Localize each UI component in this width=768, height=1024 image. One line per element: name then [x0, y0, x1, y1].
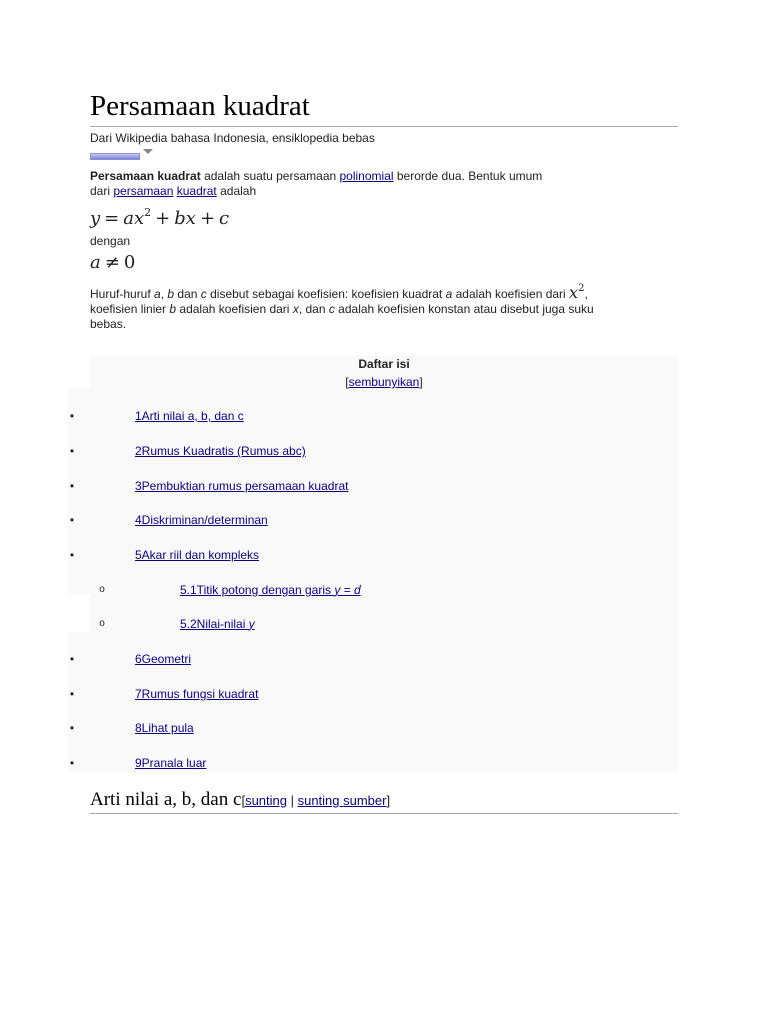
toc-toggle: [sembunyikan]	[345, 375, 423, 389]
coefficient-paragraph: Huruf-huruf a, b dan c disebut sebagai koefisien: koefisien kuadrat a adalah koefisien dari $x^2$, koefisien linier b adalah koefisien dari x, dan c adalah koefisien konstan atau disebut juga suku bebas.	[90, 283, 594, 331]
progress-bar	[90, 153, 140, 160]
dengan-text: dengan	[90, 234, 131, 248]
x-squared: $x^2$	[569, 283, 585, 302]
edit-source-link[interactable]: sunting sumber	[297, 793, 387, 808]
toc-hide-link[interactable]: sembunyikan	[348, 375, 420, 389]
section-edit-links: [sunting | sunting sumber]	[241, 793, 391, 808]
article-content	[90, 88, 678, 332]
bold-term: Persamaan kuadrat	[90, 169, 201, 183]
link-polinomial[interactable]: polinomial	[339, 169, 394, 183]
table-of-contents: Daftar isi [sembunyikan] • 1Arti nilai a, b, dan c • 2Rumus Kuadratis (Rumus abc) • 3Pembuktian rumus persamaan kuadrat • 4Diskriminan/determinan • 5Akar riil dan kompleks o 5.1Titik potong dengan garis y = d o 5.2Nilai-nilai y • 6Geometri • 7Rumus fungsi kuadrat • 8Lihat pula • 9Pranala luar	[68, 356, 678, 774]
intro-paragraph: Persamaan kuadrat adalah suatu persamaan polinomial berorde dua. Bentuk umum dari persamaan kuadrat adalah	[90, 169, 543, 198]
link-kuadrat[interactable]: kuadrat	[176, 184, 217, 198]
page-title: Persamaan kuadrat	[90, 88, 678, 127]
toc-title: Daftar isi	[358, 357, 410, 371]
link-persamaan[interactable]: persamaan	[113, 184, 174, 198]
edit-link[interactable]: sunting	[245, 793, 287, 808]
formula-general: $y = ax^2$ + bx + c	[90, 206, 230, 229]
section-heading	[90, 788, 678, 814]
formula-condition: a ≠ 0	[90, 252, 136, 273]
section-title: Arti nilai a, b, dan c	[90, 789, 242, 810]
page-subtitle: Dari Wikipedia bahasa Indonesia, ensiklopedia bebas	[90, 131, 375, 145]
article-nav-widget[interactable]	[90, 149, 678, 161]
chevron-down-icon[interactable]	[143, 149, 153, 154]
